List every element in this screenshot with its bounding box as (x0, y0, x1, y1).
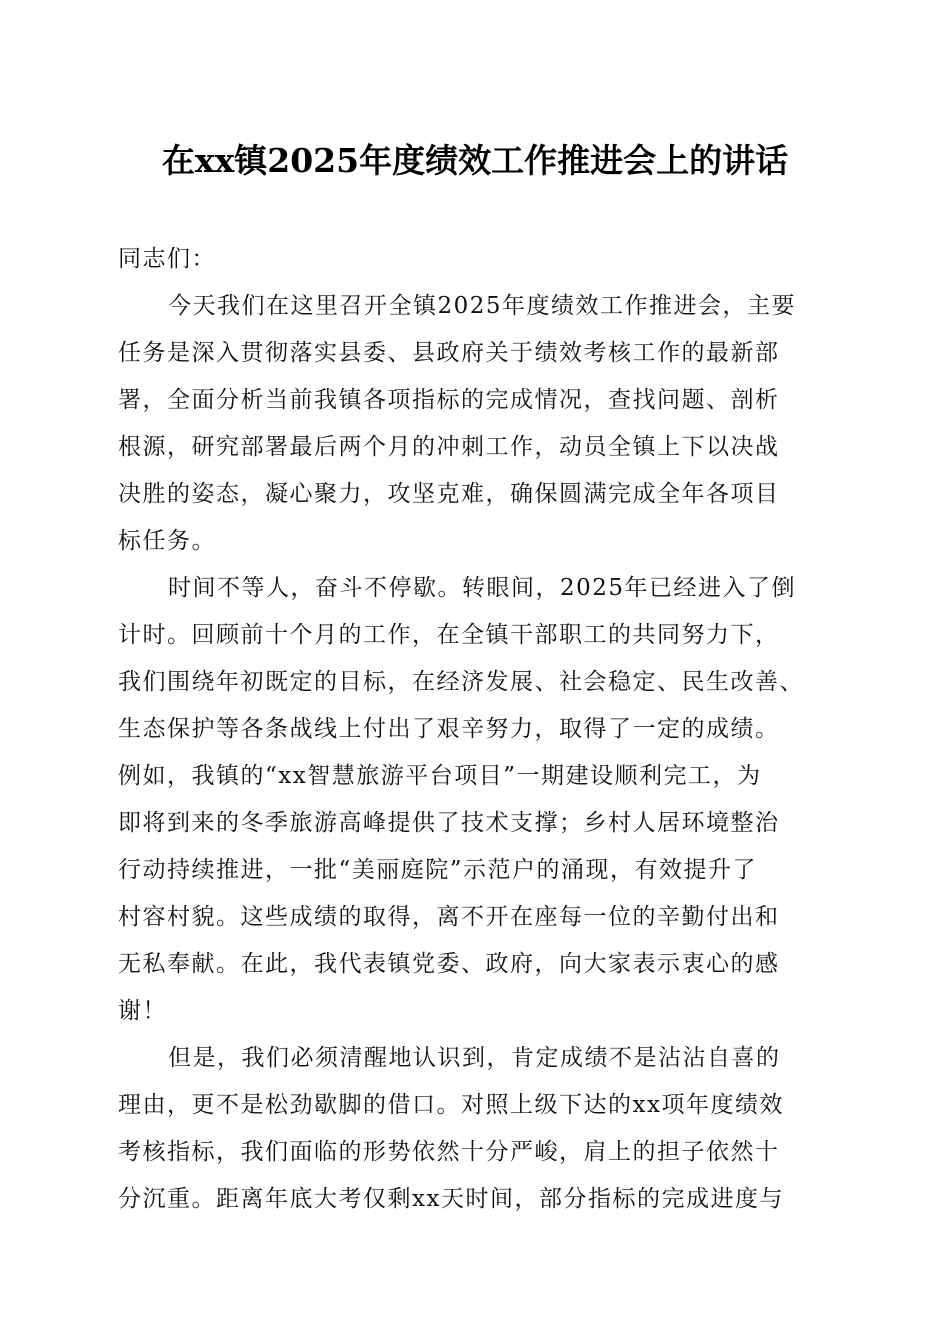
text-line: 标任务。 (118, 528, 216, 554)
text-line: 即将到来的冬季旅游高峰提供了技术支撑；乡村人居环境整治 (118, 810, 780, 836)
text-line: 今天我们在这里召开全镇2025年度绩效工作推进会，主要 (168, 293, 797, 319)
text-line: 决胜的姿态，凝心聚力，攻坚克难，确保圆满完成全年各项目 (118, 481, 780, 507)
text-line: 时间不等人，奋斗不停歇。转眼间，2025年已经进入了倒 (168, 575, 797, 601)
salutation: 同志们： (118, 246, 216, 272)
speech-body (118, 236, 832, 1223)
text-line: 理由，更不是松劲歇脚的借口。对照上级下达的xx项年度绩效 (118, 1092, 784, 1118)
text-line: 考核指标，我们面临的形势依然十分严峻，肩上的担子依然十 (118, 1139, 780, 1165)
text-line: 谢！ (118, 998, 167, 1024)
text-line: 署，全面分析当前我镇各项指标的完成情况，查找问题、剖析 (118, 387, 780, 413)
text-line: 无私奉献。在此，我代表镇党委、政府，向大家表示衷心的感 (118, 951, 780, 977)
text-line: 我们围绕年初既定的目标，在经济发展、社会稳定、民生改善、 (118, 669, 804, 695)
text-line: 根源，研究部署最后两个月的冲刺工作，动员全镇上下以决战 (118, 434, 780, 460)
text-line: 任务是深入贯彻落实县委、县政府关于绩效考核工作的最新部 (118, 340, 780, 366)
text-line: 计时。回顾前十个月的工作，在全镇干部职工的共同努力下， (118, 622, 780, 648)
document-title: 在xx镇2025年度绩效工作推进会上的讲话 (161, 141, 789, 180)
text-line: 村容村貌。这些成绩的取得，离不开在座每一位的辛勤付出和 (118, 904, 780, 930)
text-line: 但是，我们必须清醒地认识到，肯定成绩不是沾沾自喜的 (168, 1045, 781, 1071)
text-line: 生态保护等各条战线上付出了艰辛努力，取得了一定的成绩。 (118, 716, 780, 742)
text-line: 分沉重。距离年底大考仅剩xx天时间，部分指标的完成进度与 (118, 1186, 784, 1212)
text-line: 行动持续推进，一批“美丽庭院”示范户的涌现，有效提升了 (118, 857, 758, 883)
text-line: 例如，我镇的“xx智慧旅游平台项目”一期建设顺利完工，为 (118, 763, 762, 789)
